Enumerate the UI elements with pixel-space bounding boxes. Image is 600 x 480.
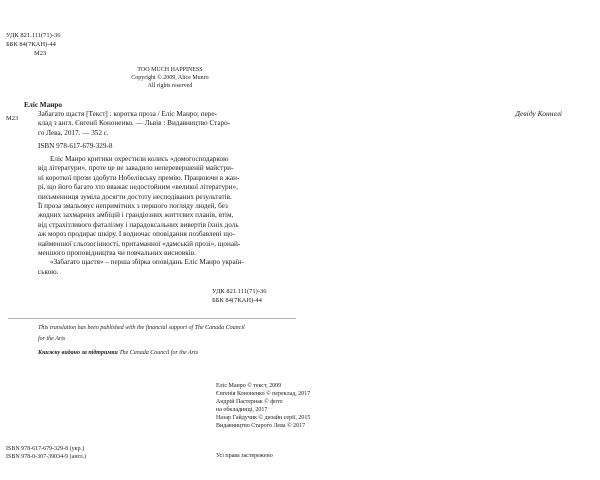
original-copyright: Copyright © 2009, Alice Munro (131, 75, 209, 81)
original-rights: All rights reserved (147, 83, 193, 89)
annotation-line: ською. (38, 267, 59, 276)
card-annotation (38, 155, 244, 277)
credit-line: на обкладинці, 2017 (216, 407, 268, 413)
support-note-ukrainian-prefix: Книжку видано за підтримки (38, 350, 120, 356)
annotation-line: аж мороз продирає шкіру. І водночас оповідання позбавлені що- (38, 230, 235, 239)
credit-line: Видавництво Старого Лева © 2017 (216, 423, 306, 429)
annotation-line: від літератури», проте це не завадило неперевершеній майстри- (38, 164, 234, 173)
dedication: Девіду Коннелі (515, 109, 562, 118)
annotation-line: рі, що його багато хто вважає недостойним «великої літератури», (38, 183, 238, 192)
rights-reserved: Усі права застережено (216, 453, 273, 459)
top-code: М23 (34, 50, 47, 57)
credit-line: Еліс Манро © текст, 2009 (216, 383, 282, 389)
card-bbk: ББК 84(7КАН)-44 (212, 297, 262, 304)
top-classification (6, 31, 60, 58)
support-note-ukrainian-org: The Canada Council for the Arts (119, 350, 199, 356)
card-udk: УДК 821.111(71)-36 (212, 288, 267, 295)
annotation-line: Еліс Манро критики охрестили колись «домогосподаркою (50, 155, 229, 163)
support-note-ukrainian (38, 349, 198, 357)
annotation-line: найменшої сльозогінності, притаманної «дамській прозі», щонай- (38, 239, 241, 248)
credit-line: Андрій Пастернак © фото (216, 399, 283, 405)
credit-line: Євгенія Кононенко © переклад, 2017 (216, 391, 311, 397)
support-note-english (38, 324, 245, 343)
card-author: Еліс Манро (24, 101, 62, 109)
top-bbk: ББК 84(7КАН)-44 (6, 41, 56, 48)
original-title: TOO MUCH HAPPINESS (137, 67, 203, 73)
divider (8, 318, 296, 319)
description-line: Забагато щастя [Текст] : коротка проза / Еліс Манро; пере- (38, 110, 217, 118)
credit-line: Назар Гайдучик © дизайн серії, 2015 (216, 415, 311, 421)
isbn-line: ISBN 978-617-679-329-8 (укр.) (6, 446, 85, 452)
card-description (38, 110, 230, 138)
annotation-line: жодних захмарних амбіцій і грандіозних життєвих планів, втім, (38, 211, 234, 220)
top-udk: УДК 821.111(71)-36 (6, 32, 61, 39)
annotation-line: письменниця зуміла досягти достоту несподіваних результатів. (38, 192, 232, 201)
annotation-line: «Забагато щастя» – перша збірка оповідань Еліс Манро україн- (50, 258, 244, 267)
annotation-line: меншого проповідництва чи повчальних висновків. (38, 249, 196, 258)
support-note-english-line: for the Arts (38, 336, 66, 342)
annotation-line: від страхітливого фаталізму і парадоксальних вивертів їхніх доль (38, 220, 239, 229)
annotation-line: Її проза змальовує непримітних з першого погляду людей, без (38, 202, 228, 211)
annotation-line: ні короткої прози здобути Нобелівську премію. Працюючи в жан- (38, 173, 240, 182)
credits (216, 382, 310, 430)
isbn-list (6, 445, 86, 461)
description-line: клад з англ. Євгенії Кононенко. — Львів : Видавництво Старо- (38, 119, 231, 128)
description-line: го Лева, 2017. — 352 с. (38, 128, 109, 137)
card-isbn: ISBN 978-617-679-329-8 (38, 142, 113, 150)
support-note-english-line: This translation has been published with the financial support of The Canada Council (38, 325, 245, 331)
isbn-line: ISBN 978-0-307-39034-9 (англ.) (6, 454, 87, 460)
card-side-code: М23 (6, 115, 19, 122)
